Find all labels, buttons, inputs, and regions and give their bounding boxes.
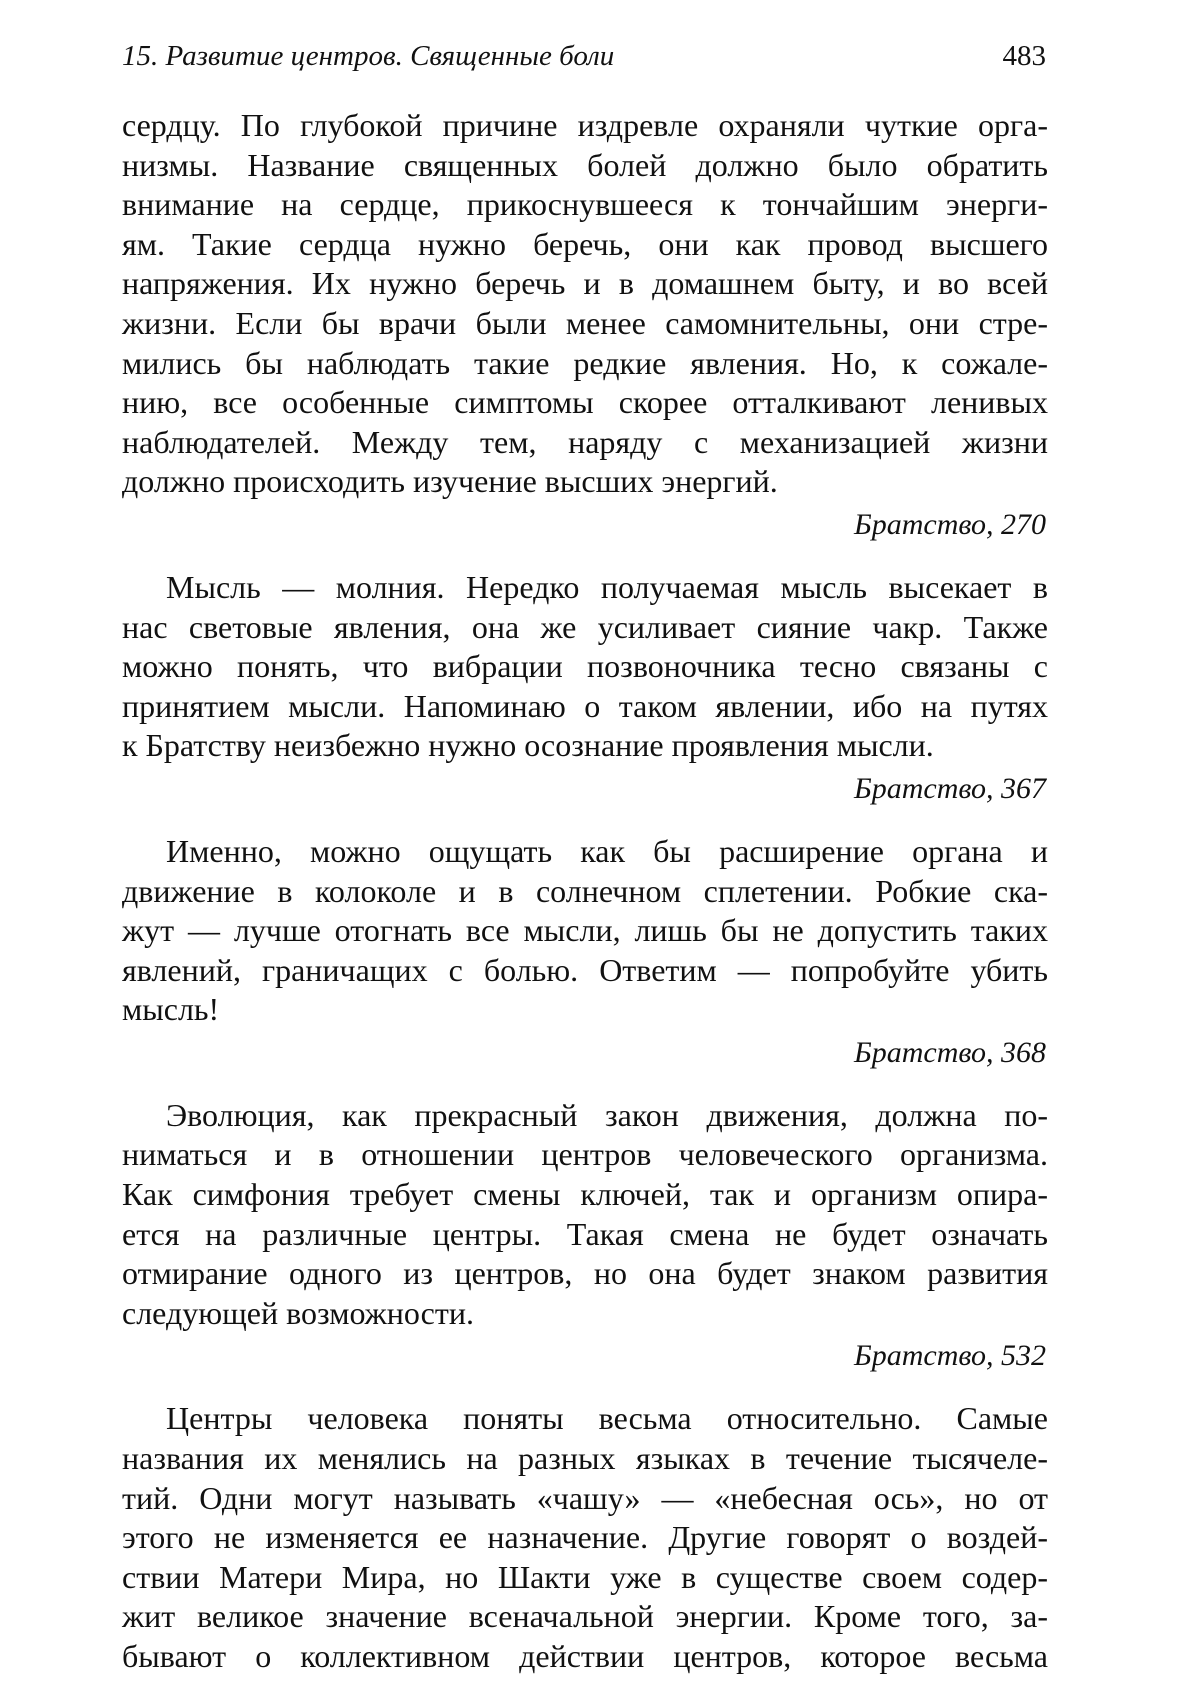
text-line: принятием мысли. Напоминаю о таком явлении, ибо на путях	[122, 687, 1048, 724]
text-line: бывают о коллективном действии центров, которое весьма	[122, 1638, 1048, 1674]
text-line: движение в колоколе и в солнечном сплетении. Робкие ска-	[122, 872, 1048, 909]
book-page	[122, 34, 1048, 1701]
text-line: следующей возможности.	[122, 1294, 474, 1331]
text-line: этого не изменяется ее назначение. Другие говорят о воздей-	[122, 1519, 1048, 1556]
text-line: явлений, граничащих с болью. Ответим — попробуйте убить	[122, 951, 1048, 988]
text-line: жизни. Если бы врачи были менее самомнительны, они стре-	[122, 304, 1048, 341]
text-line: ствии Матери Мира, но Шакти уже в существе своем содер-	[122, 1558, 1048, 1595]
text-line: жит великое значение всеначальной энергии. Кроме того, за-	[122, 1598, 1048, 1635]
text-line: жут — лучше отогнать все мысли, лишь бы не допустить таких	[122, 912, 1048, 949]
text-block	[122, 568, 1048, 808]
text-line: ям. Такие сердца нужно беречь, они как провод высшего	[122, 225, 1048, 262]
source-citation: Братство, 367	[854, 771, 1046, 805]
text-block	[122, 1096, 1048, 1376]
text-line: внимание на сердце, прикоснувшееся к тончайшим энерги-	[122, 186, 1048, 223]
source-citation: Братство, 270	[854, 507, 1046, 541]
text-line: отмирание одного из центров, но она будет знаком развития	[122, 1255, 1048, 1292]
text-line: наблюдателей. Между тем, наряду с механизацией жизни	[122, 423, 1048, 460]
text-line: нию, все особенные симптомы скорее отталкивают ленивых	[122, 384, 1048, 421]
text-line: должно происходить изучение высших энергий.	[122, 463, 778, 500]
text-block	[122, 106, 1048, 544]
text-line: низмы. Название священных болей должно было обратить	[122, 146, 1048, 183]
text-line: нас световые явления, она же усиливает сияние чакр. Также	[122, 608, 1048, 645]
page-number: 483	[1002, 40, 1046, 72]
running-head	[122, 34, 1048, 84]
text-block	[122, 832, 1048, 1072]
text-line: тий. Одни могут называть «чашу» — «небесная ось», но от	[122, 1479, 1048, 1516]
text-line: мысль!	[122, 991, 220, 1028]
text-line: ниматься и в отношении центров человеческого организма.	[122, 1136, 1048, 1173]
text-line: мились бы наблюдать такие редкие явления. Но, к сожале-	[122, 344, 1048, 381]
body-text	[122, 106, 1048, 1677]
source-citation: Братство, 532	[854, 1339, 1046, 1373]
text-line: Как симфония требует смены ключей, так и организм опира-	[122, 1176, 1048, 1213]
text-line: Эволюция, как прекрасный закон движения, должна по-	[166, 1096, 1048, 1133]
source-citation: Братство, 368	[854, 1035, 1046, 1069]
text-block	[122, 1399, 1048, 1676]
text-line: Центры человека поняты весьма относительно. Самые	[166, 1400, 1048, 1437]
text-line: сердцу. По глубокой причине издревле охраняли чуткие орга-	[122, 107, 1048, 143]
running-title: 15. Развитие центров. Священные боли	[122, 40, 615, 72]
text-line: к Братству неизбежно нужно осознание проявления мысли.	[122, 727, 934, 764]
text-line: Именно, можно ощущать как бы расширение органа и	[166, 832, 1048, 869]
text-line: напряжения. Их нужно беречь и в домашнем быту, и во всей	[122, 265, 1048, 302]
text-line: Мысль — молния. Нередко получаемая мысль высекает в	[166, 568, 1048, 605]
text-line: ется на различные центры. Такая смена не будет означать	[122, 1215, 1048, 1252]
text-line: можно понять, что вибрации позвоночника тесно связаны с	[122, 648, 1048, 685]
text-line: названия их менялись на разных языках в течение тысячеле-	[122, 1440, 1048, 1477]
